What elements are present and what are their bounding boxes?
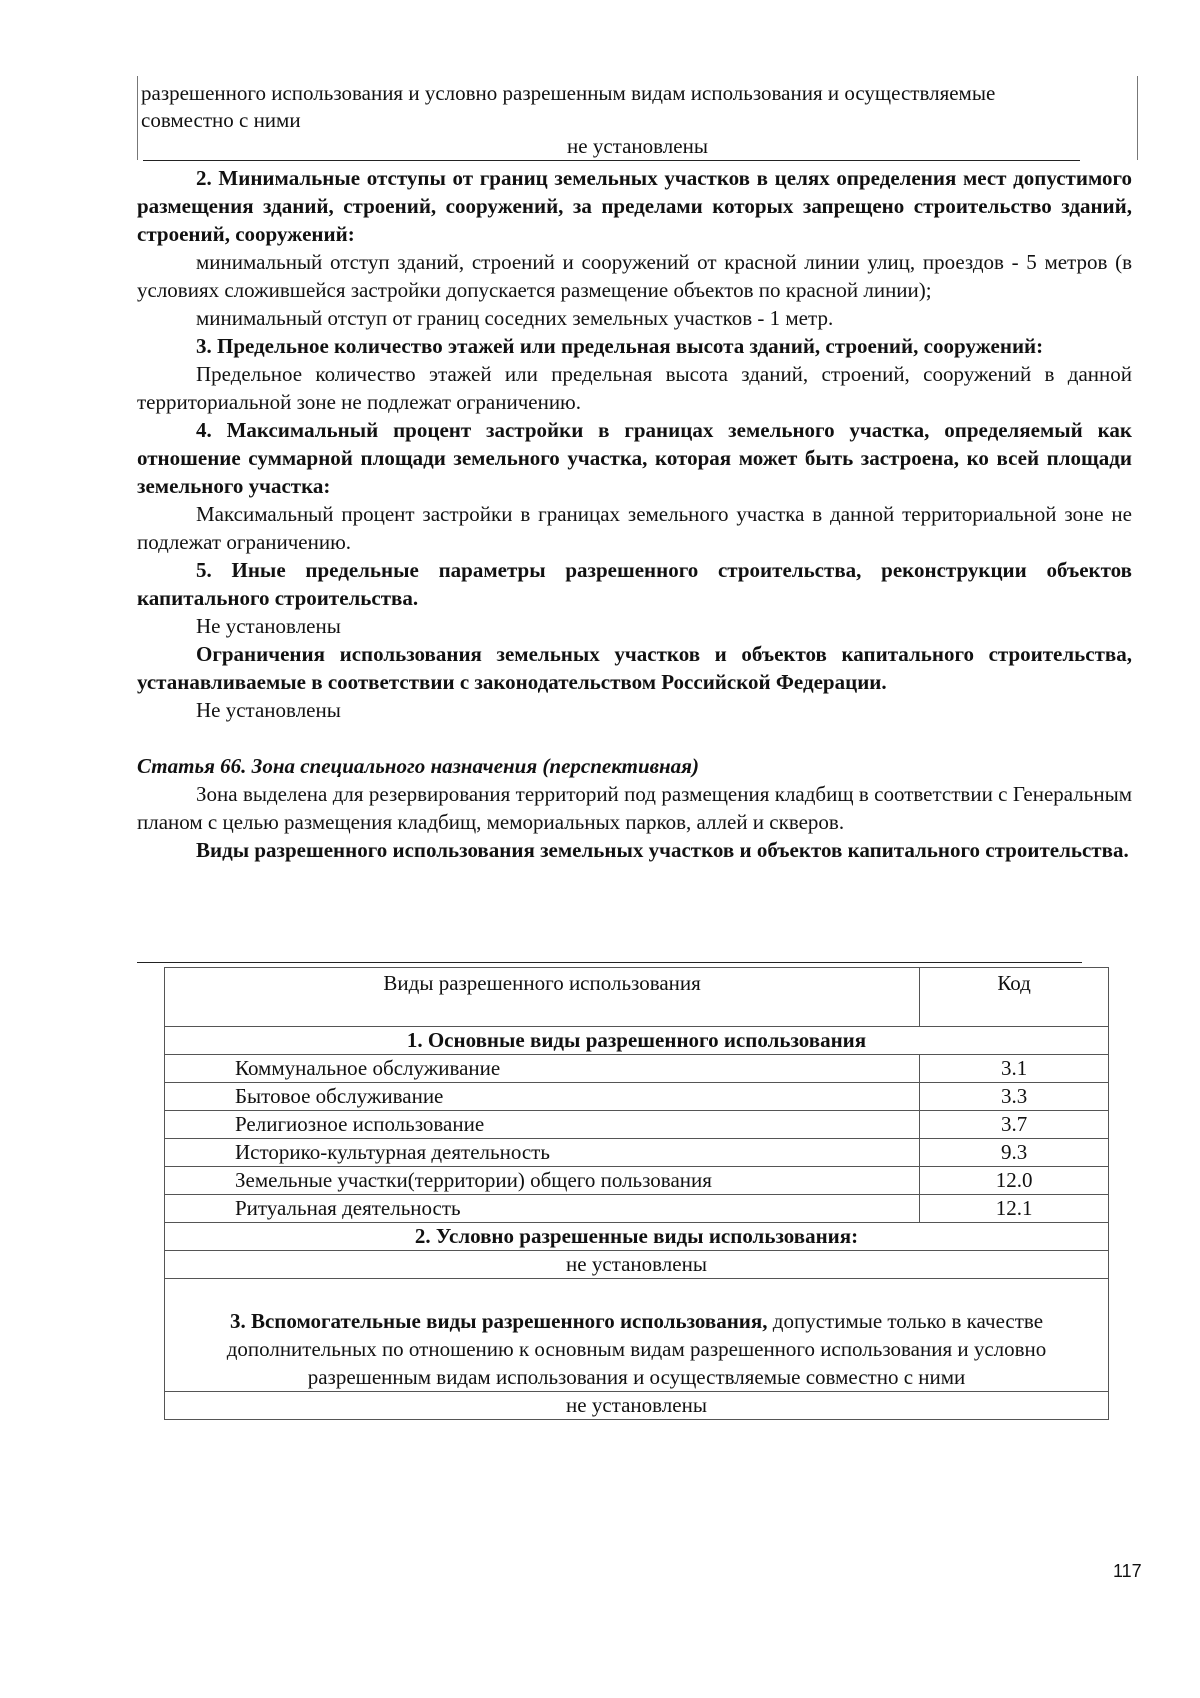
table-row (165, 1111, 1109, 1139)
continued-table-cell (137, 76, 1138, 160)
use-code: 12.1 (920, 1195, 1109, 1223)
table-row (165, 1139, 1109, 1167)
restrictions-heading: Ограничения использования земельных участков и объектов капитального строительства, устанавливаемые в соответствии с законодательством Российской Федерации. (137, 642, 1132, 694)
section-4-text: Максимальный процент застройки в границах земельного участка в данной территориальной зоне не подлежат ограничению. (137, 502, 1132, 554)
permitted-uses-table (164, 967, 1109, 1420)
continued-value: не установлены (567, 134, 708, 158)
conditional-section-row (165, 1223, 1109, 1251)
heading-underline (137, 962, 1082, 963)
aux-value-row (165, 1392, 1109, 1420)
aux-section-title: 3. Вспомогательные виды разрешенного использования, допустимые только в качестве дополнительных по отношению к основным видам разрешенного использования и условно разрешенным видам использования и осуществляемые совместно с ними (165, 1279, 1109, 1392)
header-code: Код (920, 968, 1109, 1027)
header-name: Виды разрешенного использования (165, 968, 920, 1027)
use-name: Историко-культурная деятельность (165, 1139, 920, 1167)
table-header-row (165, 968, 1109, 1027)
use-code: 9.3 (920, 1139, 1109, 1167)
section-5-heading: 5. Иные предельные параметры разрешенного строительства, реконструкции объектов капитального строительства. (137, 558, 1132, 610)
conditional-section-title: 2. Условно разрешенные виды использования: (165, 1223, 1109, 1251)
aux-value: не установлены (165, 1392, 1109, 1420)
table-row (165, 1083, 1109, 1111)
use-code: 12.0 (920, 1167, 1109, 1195)
use-name: Земельные участки(территории) общего пользования (165, 1167, 920, 1195)
page-number: 117 (1113, 1561, 1142, 1581)
article-title: Статья 66. Зона специального назначения (перспективная) (137, 754, 699, 778)
table-bottom-rule (143, 160, 1080, 161)
use-name: Бытовое обслуживание (165, 1083, 920, 1111)
conditional-value-row (165, 1251, 1109, 1279)
use-name: Коммунальное обслуживание (165, 1055, 920, 1083)
section-4-heading: 4. Максимальный процент застройки в границах земельного участка, определяемый как отношение суммарной площади земельного участка, которая может быть застроена, ко всей площади земельного участка: (137, 418, 1132, 498)
section-3-text: Предельное количество этажей или предельная высота зданий, строений, сооружений в данной территориальной зоне не подлежат ограничению. (137, 362, 1132, 414)
section-2-text-1: минимальный отступ зданий, строений и сооружений от красной линии улиц, проездов - 5 метров (в условиях сложившейся застройки допускается размещение объектов по красной линии); (137, 250, 1132, 302)
table-row (165, 1055, 1109, 1083)
main-section-row (165, 1027, 1109, 1055)
conditional-value: не установлены (165, 1251, 1109, 1279)
uses-heading: Виды разрешенного использования земельных участков и объектов капитального строительства. (196, 838, 1129, 862)
main-section-title: 1. Основные виды разрешенного использования (165, 1027, 1109, 1055)
restrictions-text: Не установлены (196, 698, 341, 722)
section-2-text-2: минимальный отступ от границ соседних земельных участков - 1 метр. (196, 306, 834, 330)
article-text: Зона выделена для резервирования территорий под размещения кладбищ в соответствии с Генеральным планом с целью размещения кладбищ, мемориальных парков, аллей и скверов. (137, 782, 1132, 834)
section-2-heading: 2. Минимальные отступы от границ земельных участков в целях определения мест допустимого размещения зданий, строений, сооружений, за пределами которых запрещено строительство зданий, строений, сооружений: (137, 166, 1132, 246)
continued-text-line-1: разрешенного использования и условно разрешенным видам использования и осуществляемые (141, 81, 996, 105)
table-row (165, 1195, 1109, 1223)
use-name: Религиозное использование (165, 1111, 920, 1139)
use-code: 3.1 (920, 1055, 1109, 1083)
section-5-text: Не установлены (196, 614, 341, 638)
section-3-heading: 3. Предельное количество этажей или предельная высота зданий, строений, сооружений: (196, 334, 1044, 358)
use-code: 3.3 (920, 1083, 1109, 1111)
use-code: 3.7 (920, 1111, 1109, 1139)
continued-text-line-2: совместно с ними (141, 108, 301, 132)
document-body (137, 164, 1132, 864)
table-row (165, 1167, 1109, 1195)
use-name: Ритуальная деятельность (165, 1195, 920, 1223)
aux-section-row (165, 1279, 1109, 1392)
